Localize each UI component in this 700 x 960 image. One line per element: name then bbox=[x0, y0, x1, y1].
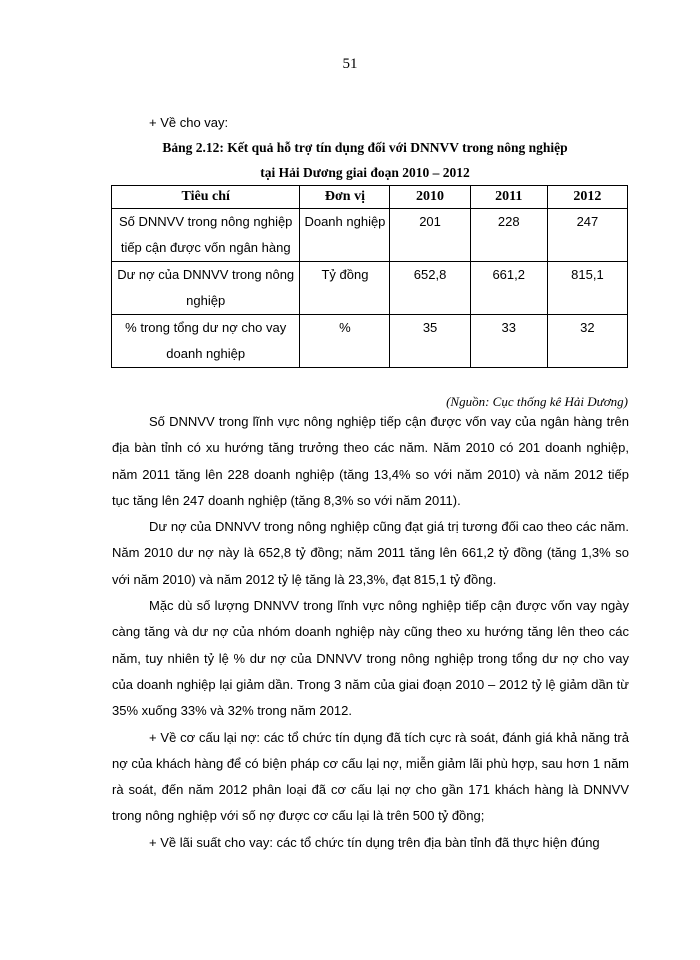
cell-2011: 661,2 bbox=[470, 262, 547, 315]
header-2012: 2012 bbox=[547, 186, 627, 209]
cell-2011: 228 bbox=[470, 209, 547, 262]
cell-2010: 201 bbox=[390, 209, 470, 262]
header-2010: 2010 bbox=[390, 186, 470, 209]
paragraph: + Về lãi suất cho vay: các tổ chức tín dụng trên địa bàn tỉnh đã thực hiện đúng bbox=[149, 834, 600, 850]
table-row bbox=[112, 209, 628, 262]
cell-2011: 33 bbox=[470, 315, 547, 368]
cell-criteria: % trong tổng dư nợ cho vay doanh nghiệp bbox=[112, 315, 300, 368]
table-caption-line2: tại Hải Dương giai đoạn 2010 – 2012 bbox=[260, 165, 470, 180]
credit-support-table bbox=[111, 185, 628, 368]
paragraph: + Về cơ cấu lại nợ: các tổ chức tín dụng đã tích cực rà soát, đánh giá khả năng trả nợ của khách hàng để có biện pháp cơ cấu lại nợ, miễn giảm lãi phù hợp, sau hơn 1 năm rà soát, đến năm 2012 phân loại đã cơ cấu lại nợ cho gần 171 khách hàng là DNNVV trong nông nghiệp với số nợ được cơ cấu lại là trên 500 tỷ đồng; bbox=[112, 729, 629, 824]
section-intro: + Về cho vay: bbox=[149, 115, 229, 130]
paragraph: Mặc dù số lượng DNNVV trong lĩnh vực nông nghiệp tiếp cận được vốn vay ngày càng tăng và dư nợ của nhóm doanh nghiệp này cũng theo xu hướng tăng lên theo các năm, tuy nhiên tỷ lệ % dư nợ của DNNVV trong nông nghiệp trong tổng dư nợ cho vay của doanh nghiệp lại giảm dần. Trong 3 năm của giai đoạn 2010 – 2012 tỷ lệ giảm dần từ 35% xuống 33% và 32% trong năm 2012. bbox=[112, 598, 629, 719]
cell-unit: Doanh nghiệp bbox=[300, 209, 390, 262]
table-caption-line1: Bảng 2.12: Kết quả hỗ trợ tín dụng đối với DNNVV trong nông nghiệp bbox=[162, 140, 568, 155]
cell-2010: 652,8 bbox=[390, 262, 470, 315]
cell-unit: % bbox=[300, 315, 390, 368]
table-header-row bbox=[112, 186, 628, 209]
paragraph: Số DNNVV trong lĩnh vực nông nghiệp tiếp cận được vốn vay của ngân hàng trên địa bàn tỉnh có xu hướng tăng trưởng theo các năm. Năm 2010 có 201 doanh nghiệp, năm 2011 tăng lên 228 doanh nghiệp (tăng 13,4% so với năm 2010) và năm 2012 tiếp tục tăng lên 247 doanh nghiệp (tăng 8,3% so với năm 2011). bbox=[112, 414, 629, 508]
cell-2012: 247 bbox=[547, 209, 627, 262]
cell-2010: 35 bbox=[390, 315, 470, 368]
page-number: 51 bbox=[342, 56, 358, 72]
cell-criteria: Số DNNVV trong nông nghiệp tiếp cận được vốn ngân hàng bbox=[112, 209, 300, 262]
cell-2012: 815,1 bbox=[547, 262, 627, 315]
cell-criteria: Dư nợ của DNNVV trong nông nghiệp bbox=[112, 262, 300, 315]
header-2011: 2011 bbox=[470, 186, 547, 209]
table-row bbox=[112, 315, 628, 368]
header-unit: Đơn vị bbox=[300, 186, 390, 209]
paragraph: Dư nợ của DNNVV trong nông nghiệp cũng đạt giá trị tương đối cao theo các năm. Năm 2010 dư nợ này là 652,8 tỷ đồng; năm 2011 tăng lên 661,2 tỷ đồng (tăng 1,3% so với năm 2010) và năm 2012 tỷ lệ tăng là 23,3%, đạt 815,1 tỷ đồng. bbox=[112, 519, 629, 587]
body-text bbox=[112, 409, 629, 856]
header-criteria: Tiêu chí bbox=[112, 186, 300, 209]
table-source: (Nguồn: Cục thống kê Hải Dương) bbox=[446, 394, 628, 409]
cell-2012: 32 bbox=[547, 315, 627, 368]
cell-unit: Tỷ đồng bbox=[300, 262, 390, 315]
table-row bbox=[112, 262, 628, 315]
